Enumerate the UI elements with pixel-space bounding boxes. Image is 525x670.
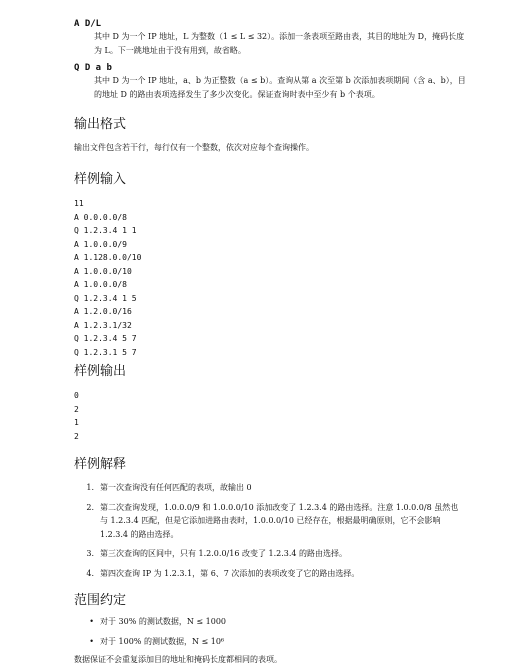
constraints-list — [74, 615, 466, 654]
op-add-title: A D/L — [74, 19, 102, 29]
op-add-description: 其中 D 为一个 IP 地址，L 为整数（1 ≤ L ≤ 32）。添加一条表项至路由表，其目的地址为 D，掩码长度为 L。下一跳地址由于没有用到，故省略。 — [94, 32, 465, 55]
sample-output-heading: 样例输出 — [74, 364, 127, 379]
explanation-list — [74, 481, 466, 586]
constraints-note: 数据保证不会重复添加目的地址和掩码长度都相同的表项。 — [74, 655, 282, 664]
output-format-text: 输出文件包含若干行，每行仅有一个整数，依次对应每个查询操作。 — [74, 143, 314, 152]
sample-input-block: 11 A 0.0.0.0/8 Q 1.2.3.4 1 1 A 1.0.0.0/9 A 1.128.0.0/10 A 1.0.0.0/10 A 1.0.0.0/8 Q 1.2.3.4 1 5 A 1.2.0.0/16 A 1.2.3.1/32 Q 1.2.3.4 5 7 Q 1.2.3.1 5 7 — [74, 199, 142, 357]
list-item: 1. 第一次查询没有任何匹配的表项，故输出 0 — [86, 483, 252, 492]
list-item: 4. 第四次查询 IP 为 1.2.3.1，第 6、7 次添加的表项改变了它的路由选择。 — [86, 568, 360, 578]
explanation-heading: 样例解释 — [74, 457, 127, 472]
list-item: 3. 第三次查询的区间中，只有 1.2.0.0/16 改变了 1.2.3.4 的路由选择。 — [86, 549, 348, 558]
sample-input-heading: 样例输入 — [74, 172, 127, 187]
constraints-heading: 范围约定 — [74, 593, 127, 608]
list-item: • 对于 30% 的测试数据，N ≤ 1000 — [89, 617, 227, 626]
output-format-heading: 输出格式 — [74, 117, 127, 132]
sample-output-block: 0 2 1 2 — [74, 391, 79, 441]
op-query-description: 其中 D 为一个 IP 地址，a、b 为正整数（a ≤ b）。查询从第 a 次至第 b 次添加表项期间（含 a、b），目的地址 D 的路由表项选择发生了多少次变化。保证查询时表中至少有 b 个表项。 — [94, 76, 466, 99]
list-item: 2. 第二次查询发现，1.0.0.0/9 和 1.0.0.0/10 添加改变了 1.2.3.4 的路由选择。注意 1.0.0.0/8 虽然也与 1.2.3.4 匹配，但是它添加进路由表时，1.0.0.0/10 已经存在，根据最明确原则，它不会影响 1.2.3.4 的路由选择。 — [86, 502, 459, 539]
list-item: • 对于 100% 的测试数据，N ≤ 10⁶ — [89, 636, 225, 646]
op-query-title: Q D a b — [74, 63, 112, 73]
